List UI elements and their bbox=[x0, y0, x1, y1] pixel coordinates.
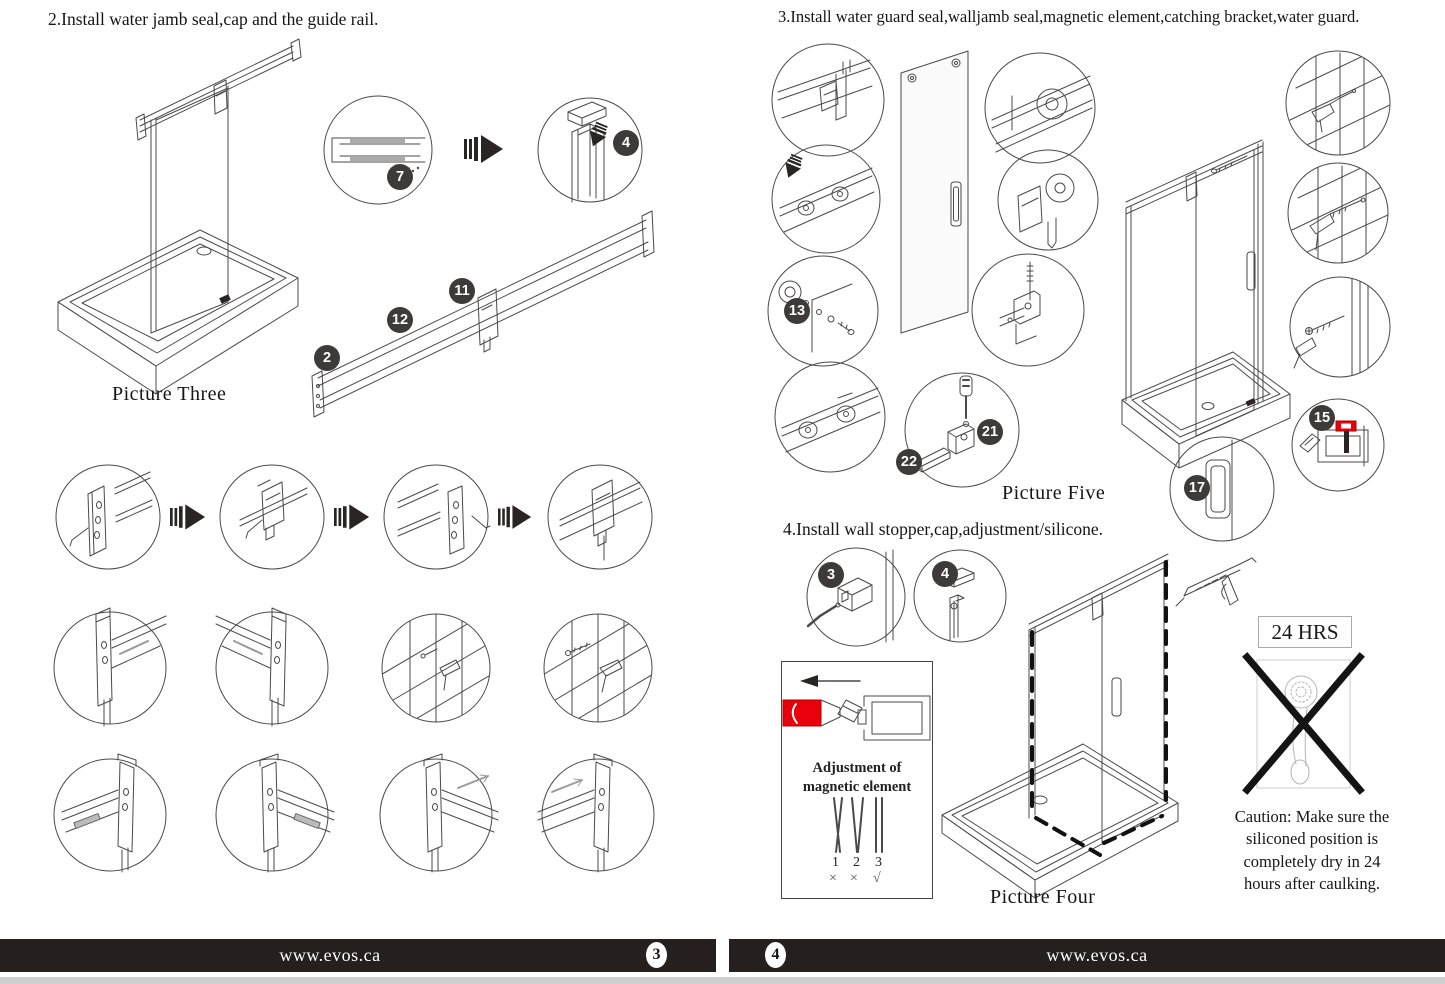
adjustment-title-line1: Adjustment of bbox=[812, 760, 902, 776]
detail-circle-roller-on-rail bbox=[985, 53, 1095, 163]
page-number-4: 4 bbox=[765, 942, 786, 968]
arrow-icon bbox=[170, 504, 205, 529]
footer-bar-right bbox=[729, 939, 1445, 972]
caution-line-2: siliconed position is bbox=[1246, 829, 1378, 849]
caution-line-4: hours after caulking. bbox=[1243, 874, 1381, 894]
caution-text bbox=[1222, 806, 1402, 896]
detail-circle-water-guard-seal bbox=[772, 44, 884, 156]
detail-circle-row3-3 bbox=[380, 754, 498, 872]
footer-url-left: www.evos.ca bbox=[279, 945, 381, 965]
section-4-title: 4.Install wall stopper,cap,adjustment/silicone. bbox=[783, 519, 1104, 539]
detail-circle-anchor-tile bbox=[1288, 156, 1392, 263]
part-badge-13: 13 bbox=[784, 298, 810, 324]
arrow-icon bbox=[334, 504, 369, 529]
part-badge-7: 7 bbox=[387, 164, 413, 190]
detail-circle-row1-4 bbox=[548, 465, 652, 569]
caution-line-3: completely dry in 24 bbox=[1243, 851, 1381, 871]
24hrs-label: 24 HRS bbox=[1258, 616, 1352, 648]
detail-circle-adjuster bbox=[972, 254, 1084, 366]
detail-circle-row1-3 bbox=[384, 465, 490, 569]
picture-three-diagram bbox=[58, 39, 301, 394]
part-badge-15: 15 bbox=[1309, 405, 1335, 431]
part-badge-22: 22 bbox=[896, 449, 922, 475]
detail-circle-row3-1 bbox=[54, 754, 166, 872]
detail-circle-row3-2 bbox=[216, 754, 334, 872]
detail-circle-row3-4 bbox=[538, 754, 654, 872]
caution-line-1: Caution: Make sure the bbox=[1234, 807, 1390, 826]
detail-circle-wall-profile-15 bbox=[1292, 399, 1384, 491]
detail-circle-row2-2 bbox=[216, 608, 328, 726]
detail-circle-roller-bracket bbox=[998, 150, 1098, 250]
adjustment-option-1-label: 1 bbox=[832, 855, 839, 870]
picture-five-diagram bbox=[1122, 140, 1290, 468]
detail-circle-row2-3 bbox=[379, 610, 499, 736]
part-badge-12: 12 bbox=[387, 307, 413, 333]
detail-circle-row2-1 bbox=[54, 608, 166, 726]
detail-circle-row2-4 bbox=[541, 610, 660, 736]
detail-circle-wall-stopper-3 bbox=[807, 548, 905, 646]
adjustment-option-2-label: 2 bbox=[853, 855, 860, 870]
detail-circle-row1-1 bbox=[56, 465, 160, 569]
guide-rail-diagram bbox=[312, 211, 654, 417]
detail-circle-rollers-insert bbox=[772, 145, 880, 253]
footer-bar-left bbox=[0, 939, 716, 972]
arrow-icon bbox=[498, 505, 531, 529]
part-badge-4b: 4 bbox=[932, 561, 958, 587]
part-badge-17: 17 bbox=[1184, 475, 1210, 501]
detail-circle-screw-jamb bbox=[1290, 274, 1390, 377]
glass-door-panel bbox=[901, 51, 968, 333]
adjustment-option-3-mark: √ bbox=[873, 871, 881, 886]
part-badge-11: 11 bbox=[449, 278, 475, 304]
footer-url-right: www.evos.ca bbox=[1046, 945, 1148, 965]
section-3-title: 3.Install water guard seal,walljamb seal,magnetic element,catching bracket,water guard. bbox=[778, 7, 1360, 26]
no-shower-symbol bbox=[1247, 657, 1360, 790]
part-badge-21: 21 bbox=[977, 419, 1003, 445]
adjustment-option-2-mark: × bbox=[850, 871, 858, 886]
detail-circle-row1-2 bbox=[220, 465, 324, 569]
detail-circle-seal-7 bbox=[324, 96, 432, 204]
part-badge-3: 3 bbox=[818, 562, 844, 588]
detail-circle-cap-4b bbox=[914, 550, 1006, 642]
caulking-gun-icon bbox=[1176, 558, 1256, 606]
part-badge-4: 4 bbox=[613, 130, 639, 156]
page-number-3: 3 bbox=[646, 942, 667, 968]
adjustment-title-line2: magnetic element bbox=[802, 779, 912, 795]
picture-four-label: Picture Four bbox=[990, 886, 1096, 908]
adjustment-option-1-mark: × bbox=[829, 871, 837, 886]
adjustment-option-3-label: 3 bbox=[875, 855, 882, 870]
section-2-title: 2.Install water jamb seal,cap and the guide rail. bbox=[48, 9, 379, 29]
picture-four-diagram bbox=[942, 554, 1178, 898]
detail-circle-rollers-on-rail bbox=[775, 362, 885, 472]
picture-five-label: Picture Five bbox=[1002, 482, 1106, 504]
bottom-edge-strip bbox=[0, 977, 1445, 984]
arrow-icon bbox=[464, 135, 503, 163]
picture-three-label: Picture Three bbox=[112, 383, 227, 405]
detail-circle-drill-tile bbox=[1286, 46, 1392, 155]
part-badge-2: 2 bbox=[314, 345, 340, 371]
